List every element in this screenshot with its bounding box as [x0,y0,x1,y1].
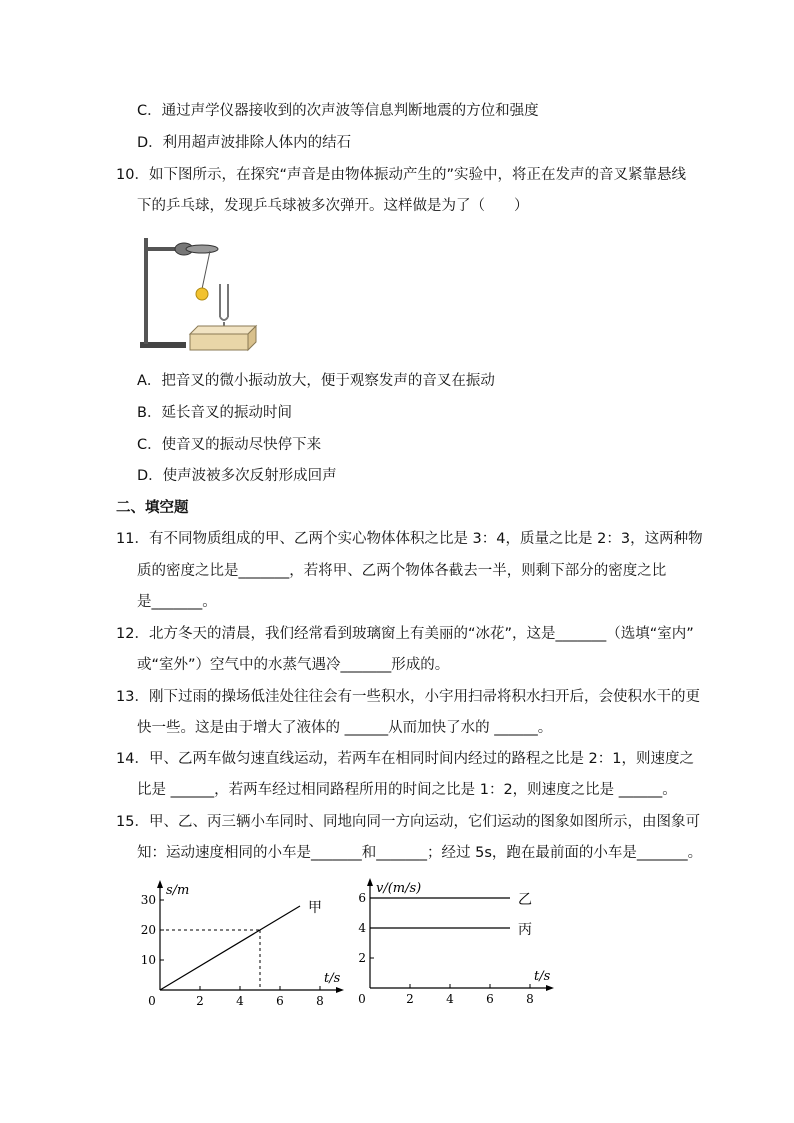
v-t-graph [345,870,570,1010]
q14-line2: 比是 ______，若两车经过相同路程所用的时间之比是 1：2，则速度之比是 ______。 [137,782,677,798]
x-tick-label: 8 [316,994,324,1008]
x-tick-label: 6 [486,992,494,1006]
q12-line1: 12．北方冬天的清晨，我们经常看到玻璃窗上有美丽的“冰花”，这是_______（选填“室内” [116,626,694,642]
y-tick-label: 20 [140,923,156,937]
q11-line2: 质的密度之比是_______，若将甲、乙两个物体各截去一半，则剩下部分的密度之比 [137,563,667,579]
q9-option-d: D．利用超声波排除人体内的结石 [137,135,352,151]
q11-line3: 是_______。 [137,594,217,610]
y-tick-label: 10 [140,953,156,967]
series-label: 乙 [518,892,532,908]
y-axis-arrow [367,878,373,886]
s-t-graph [130,870,355,1010]
tuning-fork-apparatus-figure [138,232,262,354]
q9-option-c: C．通过声学仪器接收到的次声波等信息判断地震的方位和强度 [137,103,539,119]
q10-stem-line1: 10．如下图所示，在探究“声音是由物体振动产生的”实验中，将正在发声的音叉紧靠悬线 [116,167,686,183]
q10-option-b: B．延长音叉的振动时间 [137,405,292,421]
x-axis-label: t/s [324,971,341,986]
x-axis-arrow [336,987,344,993]
x-tick-label: 2 [196,994,204,1008]
y-axis-arrow [157,880,163,888]
q10-option-c: C．使音叉的振动尽快停下来 [137,437,322,453]
thread [202,251,210,289]
series-line-甲 [160,906,300,990]
x-tick-label: 2 [406,992,414,1006]
y-tick-label: 2 [358,951,366,965]
q13-line1: 13．刚下过雨的操场低洼处往往会有一些积水，小宇用扫帚将积水扫开后，会使积水干的更 [116,689,700,705]
y-tick-label: 6 [358,891,366,905]
q10-stem-line2: 下的乒乓球，发现乒乓球被多次弹开。这样做是为了（ ） [137,198,529,214]
x-tick-label: 4 [446,992,454,1006]
stand-rod [144,238,148,344]
q15-line1: 15．甲、乙、丙三辆小车同时、同地向同一方向运动，它们运动的图象如图所示，由图象可 [116,814,700,830]
x-tick-label: 0 [358,992,366,1006]
q15-line2: 知：运动速度相同的小车是_______和_______；经过 5s，跑在最前面的小车是_______。 [137,845,703,861]
y-axis-label: s/m [166,883,190,898]
x-tick-label: 8 [526,992,534,1006]
x-tick-label: 0 [148,994,156,1008]
disc [186,245,218,253]
section-title-fill-in: 二、填空题 [116,500,189,516]
resonance-box [190,326,256,350]
y-tick-label: 30 [140,893,156,907]
series-label: 甲 [308,900,322,916]
q14-line1: 14．甲、乙两车做匀速直线运动，若两车在相同时间内经过的路程之比是 2：1，则速度之 [116,751,695,767]
x-tick-label: 6 [276,994,284,1008]
q13-line2: 快一些。这是由于增大了液体的 ______从而加快了水的 ______。 [137,720,553,736]
q10-option-a: A．把音叉的微小振动放大，便于观察发声的音叉在振动 [137,373,495,389]
x-tick-label: 4 [236,994,244,1008]
x-axis-label: t/s [534,969,551,984]
q12-line2: 或“室外”）空气中的水蒸气遇冷_______形成的。 [137,657,450,673]
y-axis-label: v/(m/s) [376,881,422,896]
series-label: 丙 [518,922,532,938]
q10-option-d: D．使声波被多次反射形成回声 [137,468,337,484]
y-tick-label: 4 [358,921,366,935]
q11-line1: 11．有不同物质组成的甲、乙两个实心物体体积之比是 3：4，质量之比是 2：3，这两种物 [116,531,703,547]
x-axis-arrow [546,985,554,991]
ping-pong-ball [196,288,208,300]
